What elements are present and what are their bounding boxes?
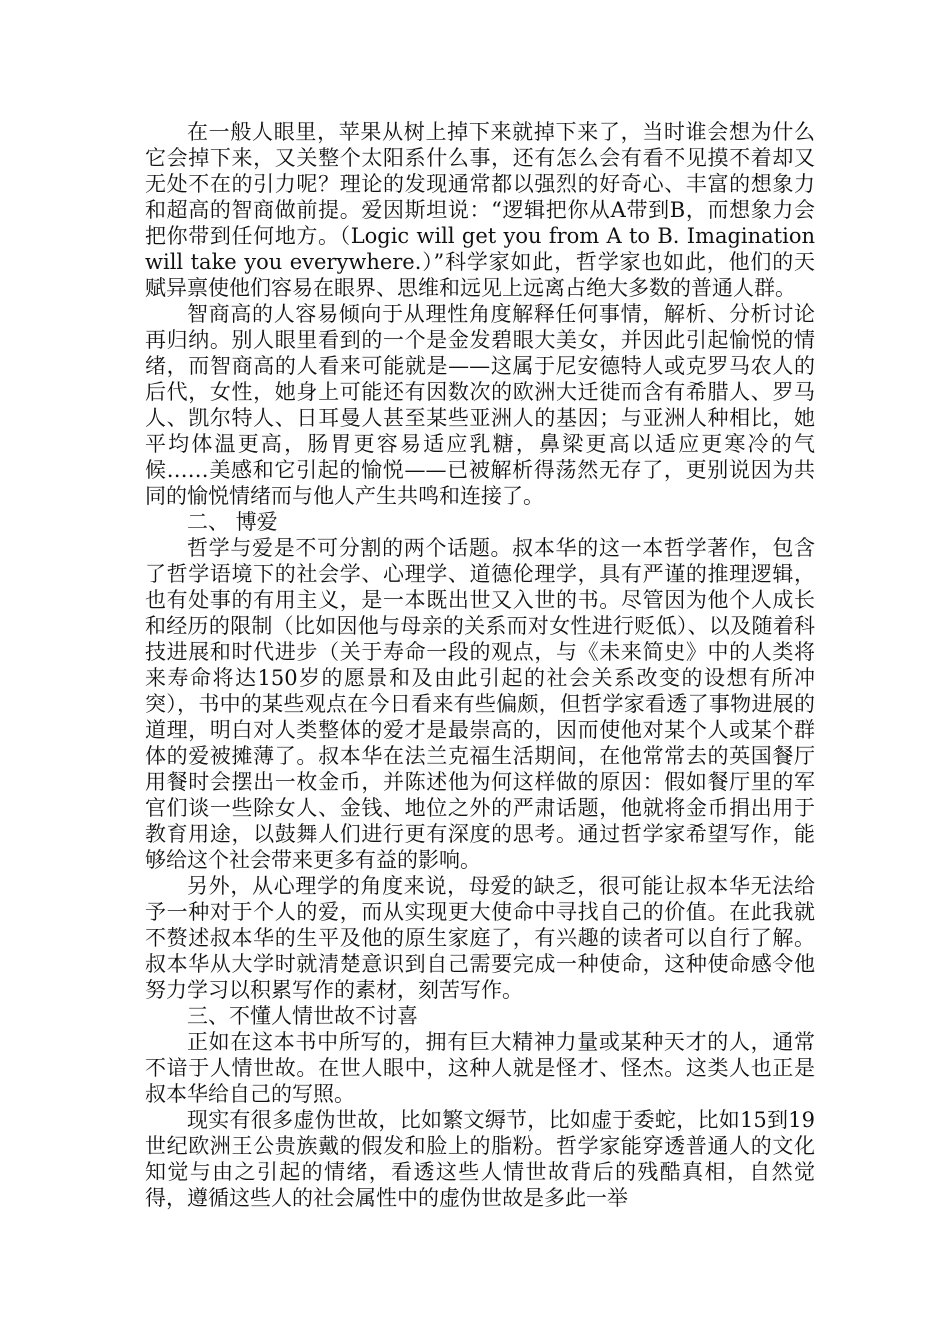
document-body xyxy=(145,119,815,1211)
paragraph-maternal-love: 另外，从心理学的角度来说，母爱的缺乏，很可能让叔本华无法给予一种对于个人的爱，而从实现更大使命中寻找自己的价值。在此我就不赘述叔本华的生平及他的原生家庭了，有兴趣的读者可以自行了解。叔本华从大学时就清楚意识到自己需要完成一种使命，这种使命感令他努力学习以积累写作的素材，刻苦写作。 xyxy=(145,874,815,1002)
paragraph-newton-curiosity: 在一般人眼里，苹果从树上掉下来就掉下来了，当时谁会想为什么它会掉下来，又关整个太阳系什么事，还有怎么会有看不见摸不着却又无处不在的引力呢？理论的发现通常都以强烈的好奇心、丰富的想象力和超高的智商做前提。爱因斯坦说：“逻辑把你从A带到B，而想象力会把你带到任何地方。（Logic will get you from A to B. Imagination will take you everywhere.）”科学家如此，哲学家也如此，他们的天赋异禀使他们容易在眼界、思维和远见上远离占绝大多数的普通人群。 xyxy=(145,120,815,300)
paragraph-hypocrisy: 现实有很多虚伪世故，比如繁文缛节，比如虚于委蛇，比如15到19世纪欧洲王公贵族戴的假发和脸上的脂粉。哲学家能穿透普通人的文化知觉与由之引起的情绪，看透这些人情世故背后的残酷真相，自然觉得，遵循这些人的社会属性中的虚伪世故是多此一举 xyxy=(145,1108,815,1210)
paragraph-rational-analysis: 智商高的人容易倾向于从理性角度解释任何事情，解析、分析讨论再归纳。别人眼里看到的一个是金发碧眼大美女，并因此引起愉悦的情绪，而智商高的人看来可能就是——这属于尼安德特人或克罗马农人的后代，女性，她身上可能还有因数次的欧洲大迁徙而含有希腊人、罗马人、凯尔特人、日耳曼人甚至某些亚洲人的基因；与亚洲人种相比，她平均体温更高，肠胃更容易适应乳糖，鼻梁更高以适应更寒冷的气候……美感和它引起的愉悦——已被解析得荡然无存了，更别说因为共同的愉悦情绪而与他人产生共鸣和连接了。 xyxy=(145,302,815,508)
section-heading-philanthropy: 二、 博爱 xyxy=(187,510,278,534)
section-heading-worldly-wisdom: 三、不懂人情世故不讨喜 xyxy=(187,1004,418,1028)
paragraph-genius-worldliness: 正如在这本书中所写的，拥有巨大精神力量或某种天才的人，通常不谙于人情世故。在世人眼中，这种人就是怪才、怪杰。这类人也正是叔本华给自己的写照。 xyxy=(145,1030,815,1106)
paragraph-philosophy-and-love: 哲学与爱是不可分割的两个话题。叔本华的这一本哲学著作，包含了哲学语境下的社会学、心理学、道德伦理学，具有严谨的推理逻辑，也有处事的有用主义，是一本既出世又入世的书。尽管因为他个人成长和经历的限制（比如因他与母亲的关系而对女性进行贬低）、以及随着科技进展和时代进步（关于寿命一段的观点，与《未来简史》中的人类将来寿命将达150岁的愿景和及由此引起的社会关系改变的设想有所冲突），书中的某些观点在今日看来有些偏颇，但哲学家看透了事物进展的道理，明白对人类整体的爱才是最崇高的，因而使他对某个人或某个群体的爱被摊薄了。叔本华在法兰克福生活期间，在他常常去的英国餐厅用餐时会摆出一枚金币，并陈述他为何这样做的原因：假如餐厅里的军官们谈一些除女人、金钱、地位之外的严肃话题，他就将金币捐出用于教育用途，以鼓舞人们进行更有深度的思考。通过哲学家希望写作，能够给这个社会带来更多有益的影响。 xyxy=(145,536,815,872)
